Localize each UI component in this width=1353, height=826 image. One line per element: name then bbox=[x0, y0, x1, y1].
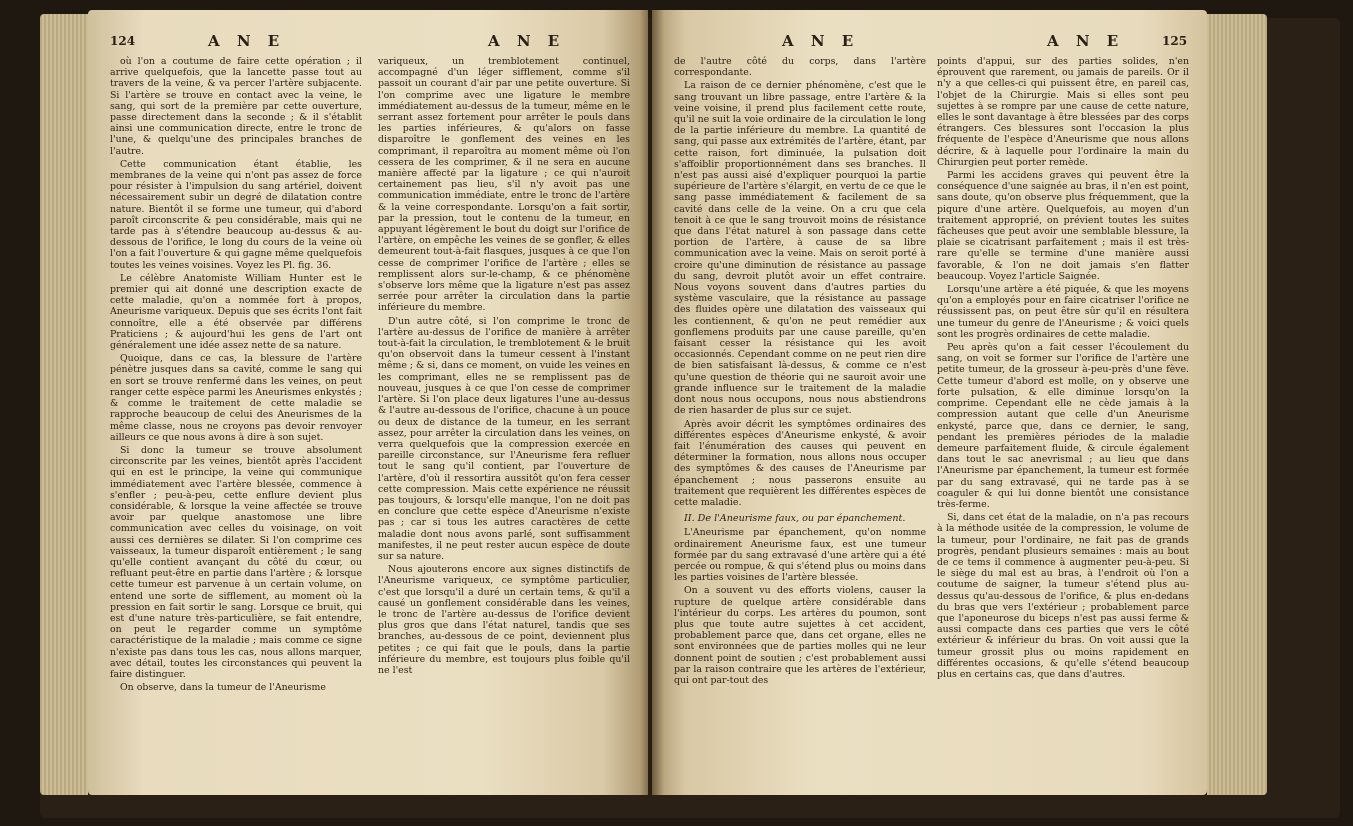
paragraph: D'un autre côté, si l'on comprime le tronc de l'artère au-dessus de l'orifice de manière à arrêter tout-à-fait la circulation, le tremblotement & le bruit qu'on observoit dans la tumeur cessent à l'instant même ; & si, dans ce moment, on vuide les veines en les comprimant, elles ne se remplissent pas de nouveau, jusques à ce que l'on cesse de comprimer l'artère. Si l'on place deux ligatures l'une au-dessus & l'autre au-dessous de l'orifice, chacune à un pouce ou deux de distance de la tumeur, en les serrant assez, pour arrêter la circulation dans les veines, on verra quelquefois que la compression exercée en pareille circonstance, sur l'Aneurisme fera refluer tout le sang qu'il contient, par l'ouverture de l'artère, d'où il ressortira aussitôt qu'on fera cesser cette compression. Mais cette expérience ne réussit pas toujours, & lorsqu'elle manque, l'on ne doit pas en conclure que cette espèce d'Aneurisme n'existe pas ; car si tous les autres caractères de cette maladie dont nous avons parlé, sont suffisamment manifestes, il ne peut rester aucun espèce de doute sur sa nature. bbox=[378, 315, 630, 562]
book-gutter bbox=[640, 10, 664, 795]
paragraph: Après avoir décrit les symptômes ordinaires des différentes espèces d'Aneurisme enkysté, & avoir fait l'énumération des causes qui peuvent en déterminer la formation, nous allons nous occuper des symptômes & des causes de l'Aneurisme par épanchement ; nous passerons ensuite au traitement que requièrent les différentes espèces de cette maladie. bbox=[674, 418, 926, 508]
right-page-column-1 bbox=[674, 56, 926, 786]
paragraph: On a souvent vu des efforts violens, causer la rupture de quelque artère considérable dans l'intérieur du corps. Les artères du poumon, sont plus que toute autre sujettes à cet accident, probablement parce que, dans cet organe, elles ne sont environnées que de parties molles qui ne leur donnent point de soutien ; c'est probablement aussi par la raison contraire que les artères de l'extérieur, qui ont par-tout des bbox=[674, 585, 926, 686]
right-running-head-1: A N E bbox=[782, 32, 860, 50]
paragraph: Quoique, dans ce cas, la blessure de l'artère pénètre jusques dans sa cavité, comme le sang qui en sort se trouve renfermé dans les veines, on peut ranger cette espèce parmi les Aneurismes enkystés ; & comme le traitement de cette maladie se rapproche beaucoup de celui des Aneurismes de la même classe, nous ne croyons pas devoir renvoyer ailleurs ce que nous avons à dire à son sujet. bbox=[110, 353, 362, 443]
section-heading: II. De l'Aneurisme faux, ou par épanchement. bbox=[684, 513, 906, 525]
right-running-head-2: A N E bbox=[1047, 32, 1125, 50]
left-page-edges bbox=[40, 14, 88, 795]
paragraph: On observe, dans la tumeur de l'Aneurisme bbox=[120, 682, 326, 694]
paragraph: Cette communication étant établie, les membranes de la veine qui n'ont pas assez de force pour résister à l'impulsion du sang artériel, doivent nécessairement subir un degré de dilatation contre nature. Bientôt il se forme une tumeur, qui d'abord paroît circonscrite & peu considérable, mais qui ne tarde pas à s'étendre beaucoup au-dessus & au-dessous de l'orifice, le long du cours de la veine où l'on a fait l'ouverture & qui gagne même quelquefois toutes les veines voisines. Voyez les Pl. fig. 36. bbox=[110, 158, 362, 271]
paragraph: Nous ajouterons encore aux signes distinctifs de l'Aneurisme variqueux, ce symptôme particulier, c'est que lorsqu'il a duré un certain tems, & qu'il a causé un gonflement considérable dans les veines, le tronc de l'artère au-dessus de l'orifice devient plus gros que dans l'état naturel, tandis que ses branches, au-dessous de ce point, deviennent plus petites ; ce qui fait que le pouls, dans la partie inférieure du membre, est toujours plus foible qu'il ne l'est bbox=[378, 564, 630, 676]
right-page-edges bbox=[1207, 14, 1267, 795]
left-running-head-1: A N E bbox=[208, 32, 286, 50]
left-page-column-1 bbox=[110, 56, 362, 786]
paragraph: Si donc la tumeur se trouve absolument circonscrite par les veines, bientôt après l'accident qui en est le principe, la veine qui communique immédiatement avec l'artère blessée, commence à s'enfler ; peu-à-peu, cette enflure devient plus considérable, & lorsque la veine affectée se trouve avoir par quelque anastomose une libre communication avec celles du voisinage, on voit aussi ces dernières se dilater. Si l'on comprime ces vaisseaux, la tumeur disparoît entièrement ; le sang qu'elle contient avançant du côté du cœur, ou refluant peut-être en partie dans l'artère ; & lorsque cette tumeur est parvenue à un certain volume, on entend une sorte de sifflement, au moment où la pression en fait sortir le sang. Lorsque ce bruit, qui est d'une nature très-particulière, se fait entendre, on peut le regarder comme un symptôme caractéristique de la maladie ; mais comme ce signe n'existe pas dans tous les cas, nous allons marquer, avec détail, toutes les circonstances qui peuvent la faire distinguer. bbox=[110, 444, 362, 680]
right-page bbox=[652, 10, 1207, 795]
paragraph: Si, dans cet état de la maladie, on n'a pas recours à la méthode usitée de la compression, le volume de la tumeur, pour l'ordinaire, ne fait pas de grands progrès, pendant plusieurs semaines : mais au bout de ce tems il commence à augmenter peu-à-peu. Si le siège du mal est au bras, à l'endroit où l'on a coutume de saigner, la tumeur s'étend plus au-dessus qu'au-dessous de l'orifice, & plus en-dedans du bras que vers l'extérieur ; probablement parce que l'aponeurose du biceps n'est pas aussi ferme & aussi compacte dans ces parties que vers le côté extérieur & inférieur du bras. On voit aussi que la tumeur grossit plus ou moins rapidement en différentes occasions, & qu'elle s'étend beaucoup plus en certains cas, que dans d'autres. bbox=[937, 512, 1189, 680]
paragraph: Lorsqu'une artère a été piquée, & que les moyens qu'on a employés pour en faire cicatriser l'orifice ne réussissent pas, on peut être sûr qu'il en résultera une tumeur du genre de l'Aneurisme ; & voici quels sont les progrès ordinaires de cette maladie. bbox=[937, 284, 1189, 340]
left-page bbox=[88, 10, 648, 795]
paragraph: points d'appui, sur des parties solides, n'en éprouvent que rarement, ou jamais de pareils. Or il n'y a que celles-ci qui puissent être, en pareil cas, l'objet de la Chirurgie. Mais si elles sont peu sujettes à se rompre par une cause de cette nature, elles le sont davantage à être blessées par des corps étrangers. Ces blessures sont l'occasion la plus fréquente de l'espèce d'Aneurisme que nous allons décrire, & à laquelle pour l'ordinaire la main du Chirurgien peut porter remède. bbox=[937, 56, 1189, 168]
paragraph: Le célèbre Anatomiste William Hunter est le premier qui ait donné une description exacte de cette maladie, qu'on a nommée fort à propos, Aneurisme variqueux. Depuis que ses écrits l'ont fait connoître, elle a été observée par différens Praticiens ; & aujourd'hui les gens de l'art ont généralement une idée assez nette de sa nature. bbox=[110, 272, 362, 352]
right-page-column-2 bbox=[937, 56, 1189, 786]
paragraph: variqueux, un tremblotement continuel, accompagné d'un léger sifflement, comme s'il passoit un courant d'air par une petite ouverture. Si l'on comprime avec une ligature le membre immédiatement au-dessus de la tumeur, même en le serrant assez fortement pour arrêter le pouls dans les parties inférieures, & qu'alors on fasse disparoître le gonflement des veines en les comprimant, il reparoîtra au moment même où l'on cessera de les comprimer, & il ne sera en aucune manière affecté par la ligature ; ce qui n'auroit certainement pas lieu, s'il n'y avoit pas une communication immédiate, entre le tronc de l'artère & la veine correspondante. Lorsqu'on a fait sortir, par la pression, tout le contenu de la tumeur, en appuyant légèrement le bout du doigt sur l'orifice de l'artère, on empêche les veines de se gonfler, & elles demeurent tout-à-fait flasques, jusques à ce que l'on cesse de comprimer l'orifice de l'artère ; elles se remplissent alors sur-le-champ, & ce phénomène s'observe lors même que la ligature n'est pas assez serrée pour arrêter la circulation dans la partie inférieure du membre. bbox=[378, 56, 630, 314]
right-page-number: 125 bbox=[1162, 34, 1188, 48]
paragraph: L'Aneurisme par épanchement, qu'on nomme ordinairement Aneurisme faux, est une tumeur formée par du sang extravasé d'une artère qui a été percée ou rompue, & qui s'étend plus ou moins dans les parties voisines de l'artère blessée. bbox=[674, 527, 926, 584]
paragraph: La raison de ce dernier phénomène, c'est que le sang trouvant un libre passage, entre l'artère & la veine voisine, il prend plus facilement cette route, qu'il ne suit la voie ordinaire de la circulation le long de la partie inférieure du membre. La quantité de sang, qui passe aux extrémités de l'artère, étant, par cette raison, fort diminuée, la pulsation doit s'affoiblir proportionnément dans ses branches. Il n'est pas aussi aisé d'expliquer pourquoi la partie supérieure de l'artère s'élargit, en vertu de ce que le sang passe immédiatement & facilement de sa cavité dans celle de la veine. On a cru que cela tenoit à ce que le sang trouvoit moins de résistance que dans l'état naturel à son passage dans cette portion de l'artère, à cause de sa libre communication avec la veine. Mais on seroit porté à croire qu'une diminution de résistance au passage du sang, devroit plutôt avoir un effet contraire. Nous voyons souvent dans d'autres parties du système vasculaire, que la résistance au passage des fluides opère une dilatation des vaisseaux qui les contiennent, & qu'on ne peut remédier aux gonflemens produits par une cause pareille, qu'en faisant cesser la résistance qui les avoit occasionnés. Cependant comme on ne peut rien dire de bien satisfaisant là-dessus, & comme ce n'est qu'une question de théorie qui ne sauroit avoir une grande influence sur le traitement de la maladie dont nous nous occupons, nous nous abstiendrons de rien hasarder de plus sur ce sujet. bbox=[674, 80, 926, 417]
left-running-head-2: A N E bbox=[488, 32, 566, 50]
paragraph: Parmi les accidens graves qui peuvent être la conséquence d'une saignée au bras, il n'en est point, sans doute, qu'on observe plus fréquemment, que la piqure d'une artère. Quelquefois, au moyen d'un traitement approprié, on prévient toutes les suites fâcheuses que peut avoir une semblable blessure, la plaie se cicatrisant parfaitement ; mais il est très-rare qu'elle se termine d'une manière aussi favorable, & l'on ne doit jamais s'en flatter beaucoup. Voyez l'article Saignée. bbox=[937, 170, 1189, 282]
left-page-column-2 bbox=[378, 56, 630, 786]
paragraph: Peu après qu'on a fait cesser l'écoulement du sang, on voit se former sur l'orifice de l'artère une petite tumeur, de la grosseur à-peu-près d'une fève. Cette tumeur d'abord est molle, on y observe une forte pulsation, & elle diminue lorsqu'on la comprime. Cependant elle ne cède jamais à la compression autant que celle d'un Aneurisme enkysté, parce que, dans ce dernier, le sang, pendant les premières périodes de la maladie demeure parfaitement fluide, & circule également dans tout le sac anevrismal ; au lieu que dans l'Aneurisme par épanchement, la tumeur est formée par du sang extravasé, qui ne tarde pas à se coaguler & qui lui donne bientôt une consistance très-ferme. bbox=[937, 342, 1189, 510]
paragraph: de l'autre côté du corps, dans l'artère correspondante. bbox=[674, 56, 926, 79]
left-page-number: 124 bbox=[110, 34, 136, 48]
paragraph: où l'on a coutume de faire cette opération ; il arrive quelquefois, que la lancette passe tout au travers de la veine, & va percer l'artère subjacente. Si l'artère se trouve en contact avec la veine, le sang, qui sort de la première par cette ouverture, passe directement dans la seconde ; & il s'établit ainsi une communication directe, entre le tronc de l'une, & quelqu'une des principales branches de l'autre. bbox=[110, 56, 362, 157]
